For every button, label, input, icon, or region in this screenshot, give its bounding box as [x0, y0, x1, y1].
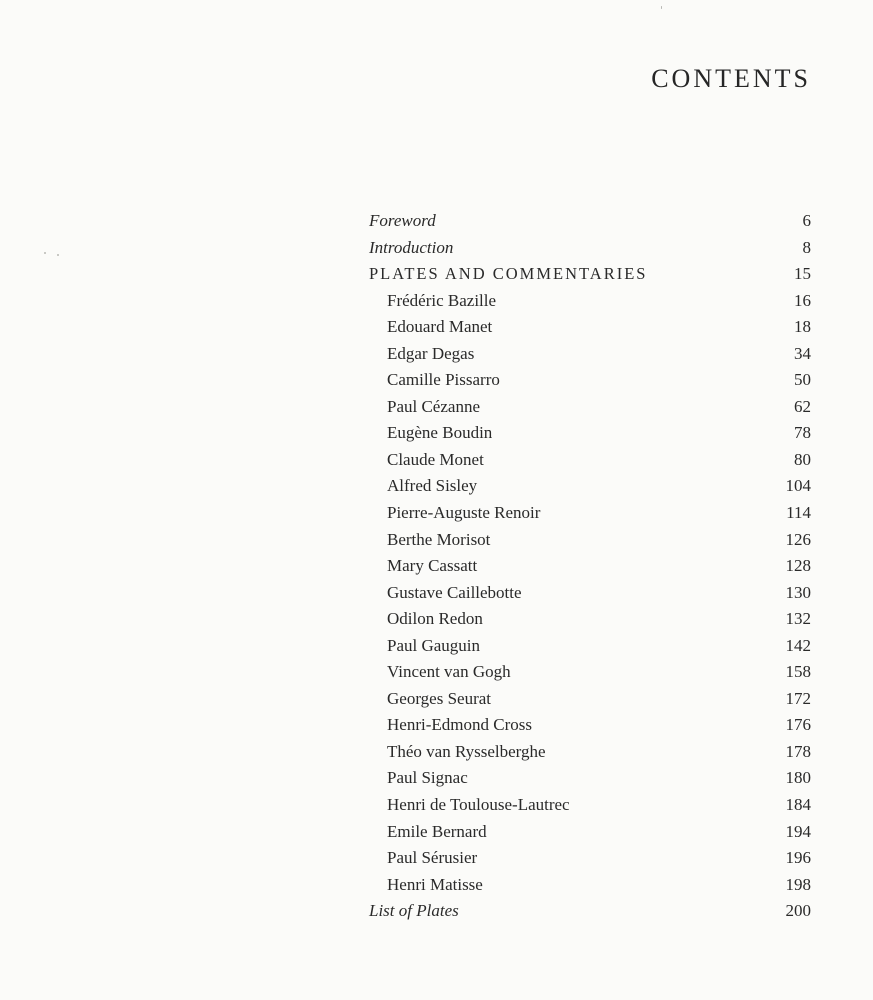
- toc-entry-artist[interactable]: [369, 288, 811, 315]
- toc-entry-foreword[interactable]: [369, 208, 811, 235]
- toc-entry-label: Edouard Manet: [387, 317, 493, 337]
- toc-entry-page: 184: [785, 795, 811, 815]
- toc-entry-page: 172: [785, 688, 811, 708]
- toc-entry-label: Henri-Edmond Cross: [387, 715, 532, 735]
- toc-entry-page: 200: [785, 901, 811, 921]
- toc-entry-artist[interactable]: [369, 845, 811, 872]
- toc-entry-label: List of Plates: [369, 901, 459, 921]
- toc-entry-label: Introduction: [369, 237, 454, 257]
- toc-entry-artist[interactable]: [369, 686, 811, 713]
- toc-entry-page: 6: [802, 211, 811, 230]
- toc-entry-artist[interactable]: [369, 500, 811, 527]
- toc-entry-label: Alfred Sisley: [387, 476, 478, 496]
- artist-list: [369, 288, 811, 899]
- toc-entry-page: 114: [786, 503, 811, 523]
- toc-entry-page: 132: [785, 609, 811, 629]
- toc-entry-page: 176: [785, 715, 811, 735]
- toc-entry-label: Théo van Rysselberghe: [387, 741, 546, 761]
- toc-entry-artist[interactable]: [369, 606, 811, 633]
- toc-entry-label: Edgar Degas: [387, 343, 475, 363]
- toc-entry-page: 158: [785, 662, 811, 682]
- toc-entry-artist[interactable]: [369, 792, 811, 819]
- toc-entry-label: Camille Pissarro: [387, 370, 500, 390]
- toc-entry-artist[interactable]: [369, 341, 811, 368]
- toc-entry-page: 126: [785, 529, 811, 549]
- toc-entry-page: 16: [794, 290, 811, 310]
- toc-entry-label: Eugène Boudin: [387, 423, 493, 443]
- toc-entry-label: Georges Seurat: [387, 688, 492, 708]
- toc-entry-artist[interactable]: [369, 580, 811, 607]
- toc-entry-page: 18: [794, 317, 811, 337]
- toc-entry-page: 78: [794, 423, 811, 443]
- toc-entry-page: 80: [794, 449, 811, 469]
- toc-entry-artist[interactable]: [369, 819, 811, 846]
- toc-entry-label: Henri de Toulouse-Lautrec: [387, 795, 570, 815]
- toc-entry-page: 196: [785, 848, 811, 868]
- toc-entry-label: Berthe Morisot: [387, 529, 491, 549]
- toc-entry-page: 104: [785, 476, 811, 496]
- toc-entry-label: Frédéric Bazille: [387, 290, 497, 310]
- toc-entry-artist[interactable]: [369, 739, 811, 766]
- toc-entry-label: Emile Bernard: [387, 821, 487, 841]
- toc-entry-label: Claude Monet: [387, 449, 484, 469]
- toc-entry-artist[interactable]: [369, 420, 811, 447]
- paper-speck: [661, 6, 662, 9]
- toc-entry-page: 198: [785, 874, 811, 894]
- toc-entry-artist[interactable]: [369, 872, 811, 899]
- toc-entry-label: Henri Matisse: [387, 874, 483, 894]
- toc-entry-artist[interactable]: [369, 659, 811, 686]
- toc-entry-artist[interactable]: [369, 712, 811, 739]
- toc-entry-label: Gustave Caillebotte: [387, 582, 522, 602]
- toc-entry-label: Odilon Redon: [387, 609, 483, 629]
- toc-entry-page: 180: [785, 768, 811, 788]
- toc-entry-artist[interactable]: [369, 394, 811, 421]
- toc-entry-page: 178: [785, 741, 811, 761]
- toc-entry-artist[interactable]: [369, 473, 811, 500]
- paper-speck: [57, 254, 59, 256]
- toc-entry-page: 8: [802, 237, 811, 257]
- toc-entry-page: 50: [794, 370, 811, 390]
- toc-entry-label: Paul Cézanne: [387, 396, 480, 416]
- toc-entry-page: 142: [785, 635, 811, 655]
- toc-section-plates[interactable]: [369, 261, 811, 288]
- toc-entry-artist[interactable]: [369, 314, 811, 341]
- toc-entry-label: Paul Sérusier: [387, 848, 478, 868]
- toc-entry-artist[interactable]: [369, 765, 811, 792]
- toc-entry-artist[interactable]: [369, 553, 811, 580]
- toc-entry-page: 194: [785, 821, 811, 841]
- paper-speck: [44, 252, 46, 254]
- table-of-contents: [369, 208, 811, 925]
- toc-entry-artist[interactable]: [369, 367, 811, 394]
- toc-entry-label: Paul Signac: [387, 768, 468, 788]
- toc-entry-label: Paul Gauguin: [387, 635, 481, 655]
- toc-entry-label: Foreword: [369, 211, 436, 230]
- page-title: CONTENTS: [651, 64, 811, 93]
- toc-entry-label: Vincent van Gogh: [387, 662, 511, 682]
- toc-section-page: 15: [794, 264, 811, 284]
- toc-entry-label: Mary Cassatt: [387, 556, 478, 576]
- toc-entry-label: Pierre-Auguste Renoir: [387, 503, 541, 523]
- toc-entry-introduction[interactable]: [369, 235, 811, 262]
- toc-entry-list-of-plates[interactable]: [369, 898, 811, 925]
- toc-entry-page: 34: [794, 343, 811, 363]
- toc-entry-artist[interactable]: [369, 633, 811, 660]
- toc-entry-page: 128: [785, 556, 811, 576]
- toc-entry-artist[interactable]: [369, 447, 811, 474]
- toc-section-label: PLATES AND COMMENTARIES: [369, 264, 648, 284]
- toc-entry-page: 62: [794, 396, 811, 416]
- toc-entry-artist[interactable]: [369, 527, 811, 554]
- toc-entry-page: 130: [785, 582, 811, 602]
